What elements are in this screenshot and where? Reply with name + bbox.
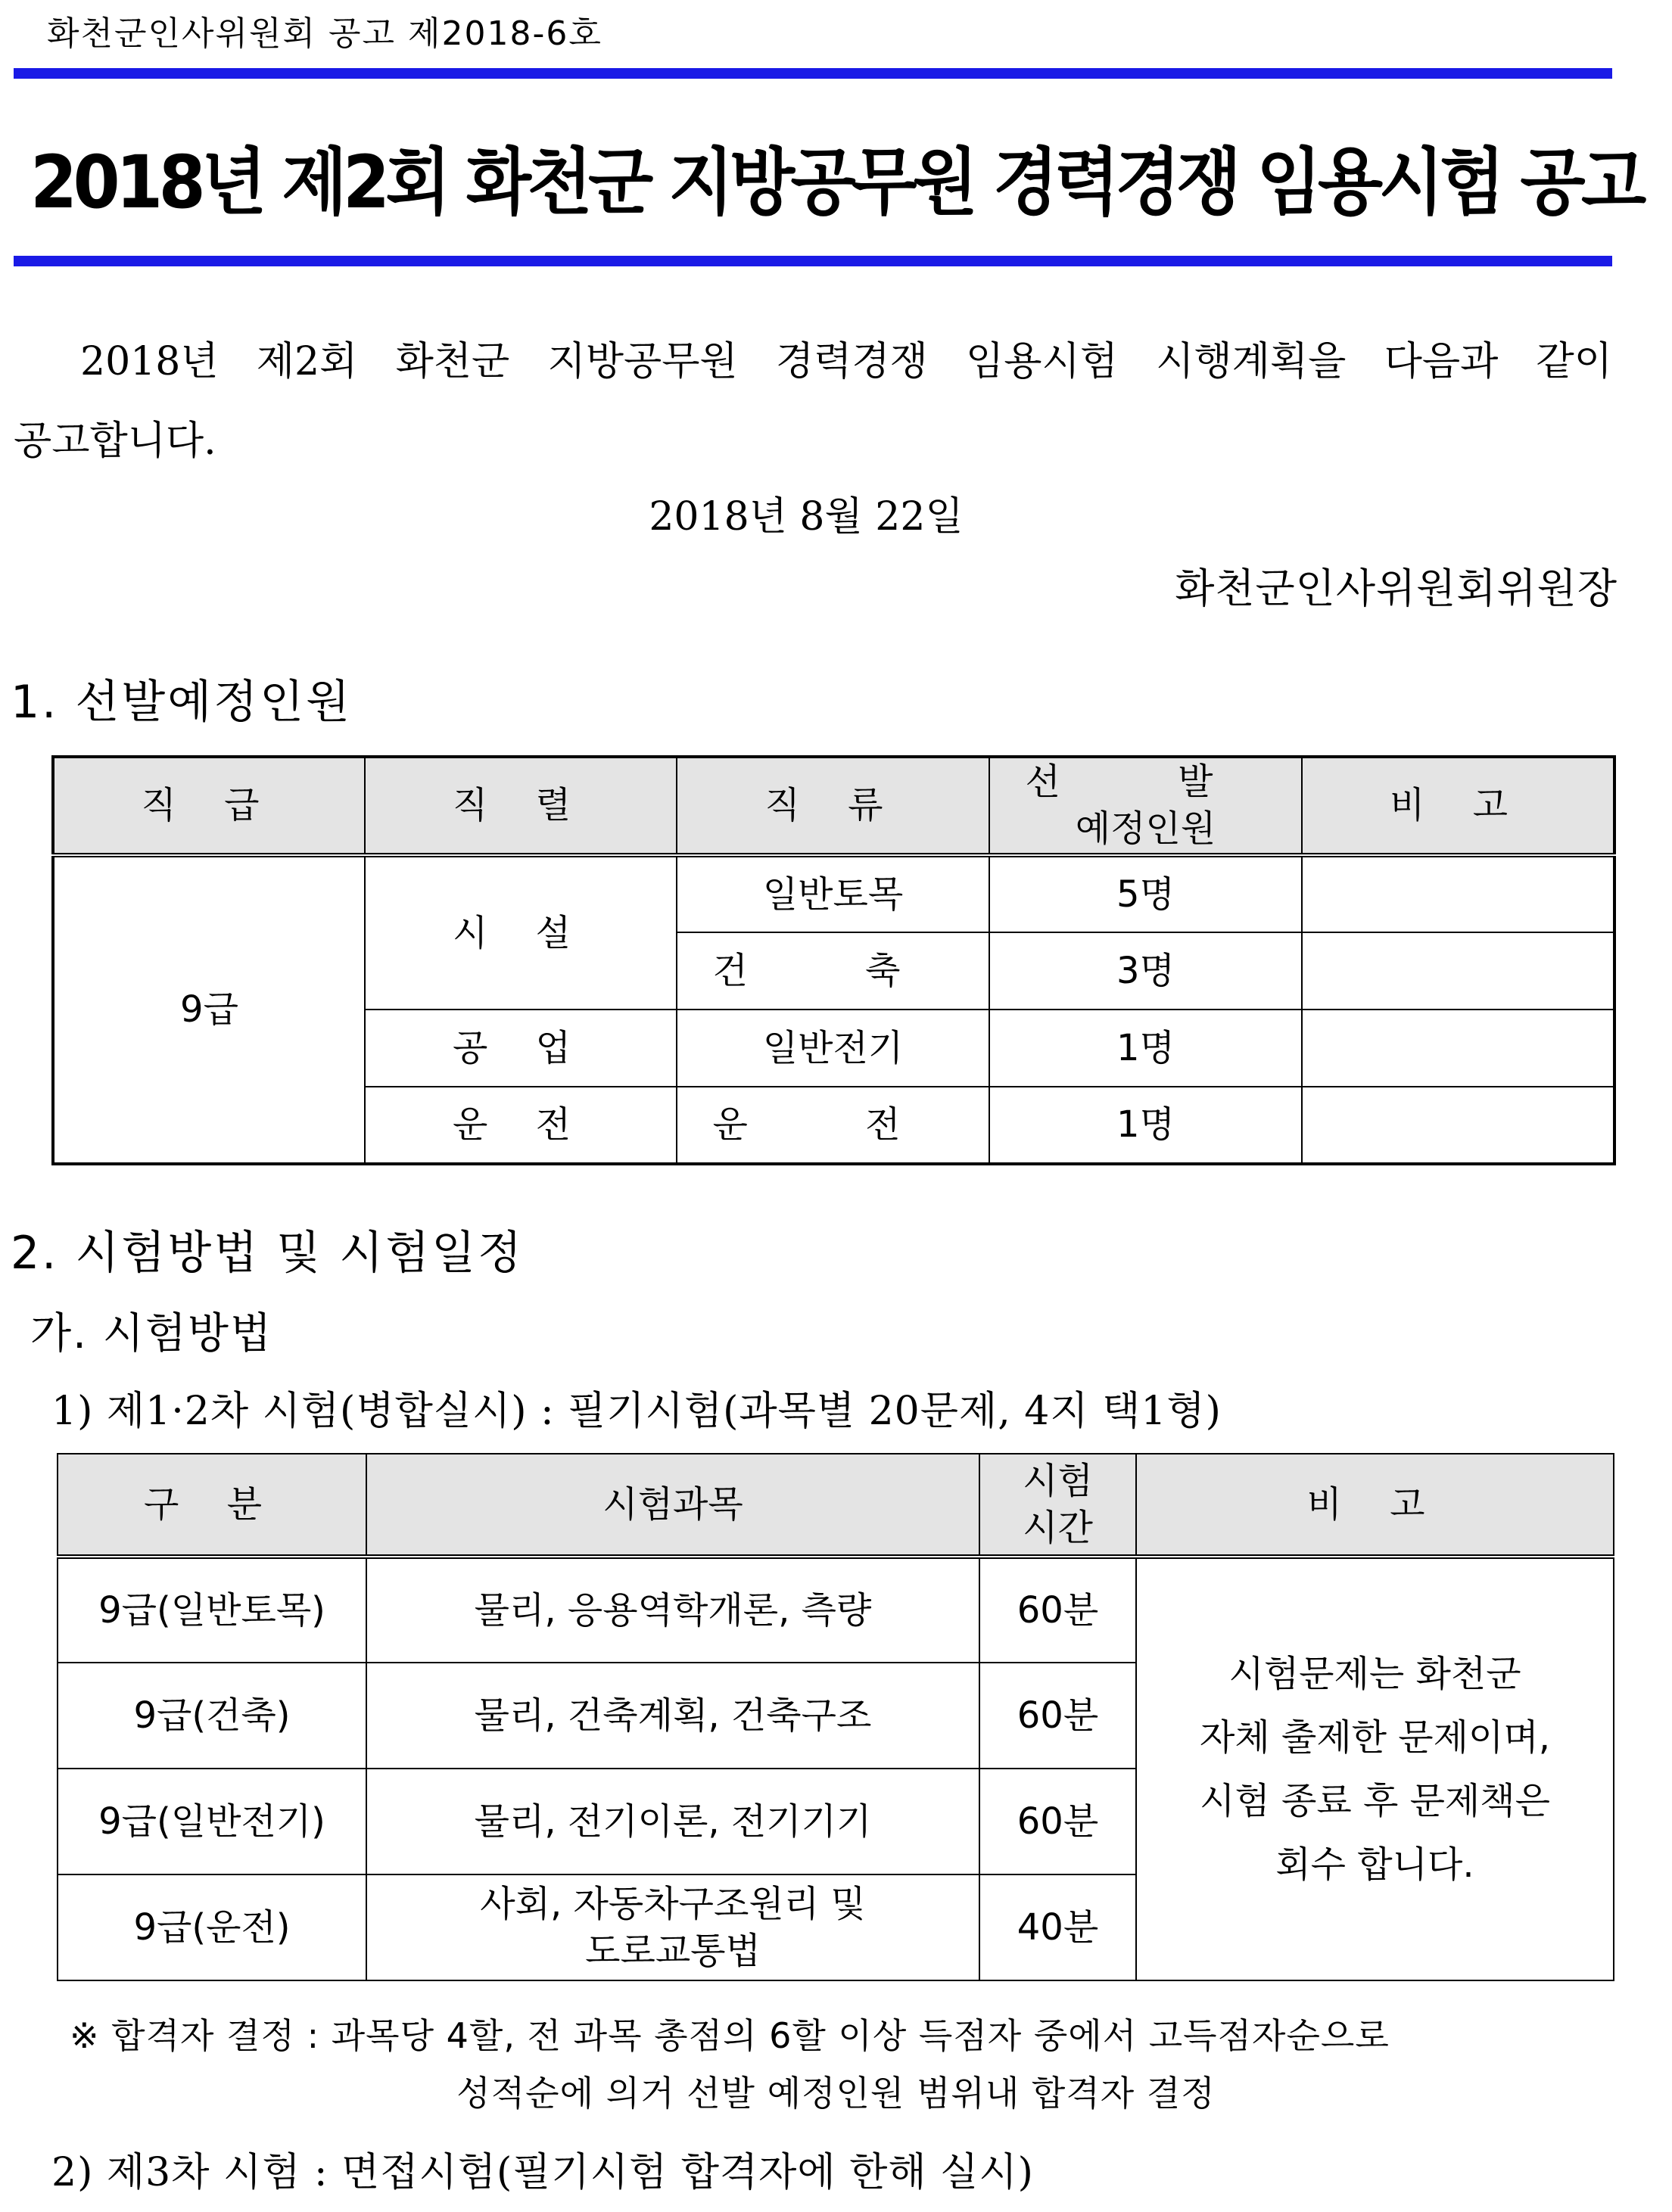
remark-cell xyxy=(1302,855,1614,932)
col-time: 시험 시간 xyxy=(979,1454,1136,1557)
remark-cell xyxy=(1302,932,1614,1010)
recruitment-table xyxy=(51,755,1616,1165)
time-cell: 60분 xyxy=(979,1557,1136,1663)
col-count: 선 발 예정인원 xyxy=(989,757,1302,855)
col-division: 구 분 xyxy=(58,1454,366,1557)
count-cell: 1명 xyxy=(989,1010,1302,1087)
col-subjects: 시험과목 xyxy=(366,1454,979,1557)
signer: 화천군인사위원회위원장 xyxy=(1175,565,1618,612)
time-cell: 40분 xyxy=(979,1874,1136,1980)
exam-remark-cell: 시험문제는 화천군 자체 출제한 문제이며, 시험 종료 후 문제책은 회수 합니다. xyxy=(1136,1557,1614,1980)
category-cell: 건 축 xyxy=(677,932,989,1010)
category-cell: 일반토목 xyxy=(677,855,989,932)
division-cell: 9급(운전) xyxy=(58,1874,366,1980)
grade-cell: 9급 xyxy=(53,855,365,1164)
notice-date: 2018년 8월 22일 xyxy=(649,494,964,540)
series-cell: 시 설 xyxy=(365,855,677,1010)
pass-decision-note: ※ 합격자 결정 : 과목당 4할, 전 과목 총점의 6할 이상 득점자 중에서 고득점자순으로 xyxy=(70,2015,1390,2056)
exam-item-1: 1) 제1·2차 시험(병합실시) : 필기시험(과목별 20문제, 4지 택1형) xyxy=(51,1389,1222,1434)
exam-item-2: 2) 제3차 시험 : 면접시험(필기시험 합격자에 한해 실시) xyxy=(51,2150,1034,2195)
category-cell: 운 전 xyxy=(677,1087,989,1164)
time-cell: 60분 xyxy=(979,1769,1136,1874)
division-cell: 9급(일반전기) xyxy=(58,1769,366,1874)
division-cell: 9급(건축) xyxy=(58,1663,366,1769)
subjects-cell: 사회, 자동차구조원리 및 도로교통법 xyxy=(366,1874,979,1980)
exam-subjects-table xyxy=(57,1453,1614,1981)
subjects-cell: 물리, 전기이론, 전기기기 xyxy=(366,1769,979,1874)
col-remark: 비 고 xyxy=(1136,1454,1614,1557)
section-2-heading: 2. 시험방법 및 시험일정 xyxy=(11,1227,525,1280)
series-cell: 운 전 xyxy=(365,1087,677,1164)
remark-cell xyxy=(1302,1087,1614,1164)
section-2-sub-a: 가. 시험방법 xyxy=(30,1309,273,1358)
count-cell: 1명 xyxy=(989,1087,1302,1164)
page-title: 2018년 제2회 화천군 지방공무원 경력경쟁 임용시험 공고 xyxy=(30,140,1642,225)
intro-line-1: 2018년 제2회 화천군 지방공무원 경력경쟁 임용시험 시행계획을 다음과 같이 xyxy=(80,339,1612,384)
pass-decision-note-2: 성적순에 의거 선발 예정인원 범위내 합격자 결정 xyxy=(456,2073,1216,2114)
count-cell: 3명 xyxy=(989,932,1302,1010)
col-category: 직 류 xyxy=(677,757,989,855)
remark-cell xyxy=(1302,1010,1614,1087)
title-rule-top xyxy=(14,68,1612,79)
time-cell: 60분 xyxy=(979,1663,1136,1769)
subjects-cell: 물리, 응용역학개론, 측량 xyxy=(366,1557,979,1663)
title-rule-bottom xyxy=(14,256,1612,266)
col-remark: 비 고 xyxy=(1302,757,1614,855)
section-1-heading: 1. 선발예정인원 xyxy=(11,676,353,729)
count-cell: 5명 xyxy=(989,855,1302,932)
col-series: 직 렬 xyxy=(365,757,677,855)
division-cell: 9급(일반토목) xyxy=(58,1557,366,1663)
category-cell: 일반전기 xyxy=(677,1010,989,1087)
intro-line-2: 공고합니다. xyxy=(14,418,216,464)
notice-number: 화천군인사위원회 공고 제2018-6호 xyxy=(47,14,602,53)
subjects-cell: 물리, 건축계획, 건축구조 xyxy=(366,1663,979,1769)
col-grade: 직 급 xyxy=(53,757,365,855)
series-cell: 공 업 xyxy=(365,1010,677,1087)
